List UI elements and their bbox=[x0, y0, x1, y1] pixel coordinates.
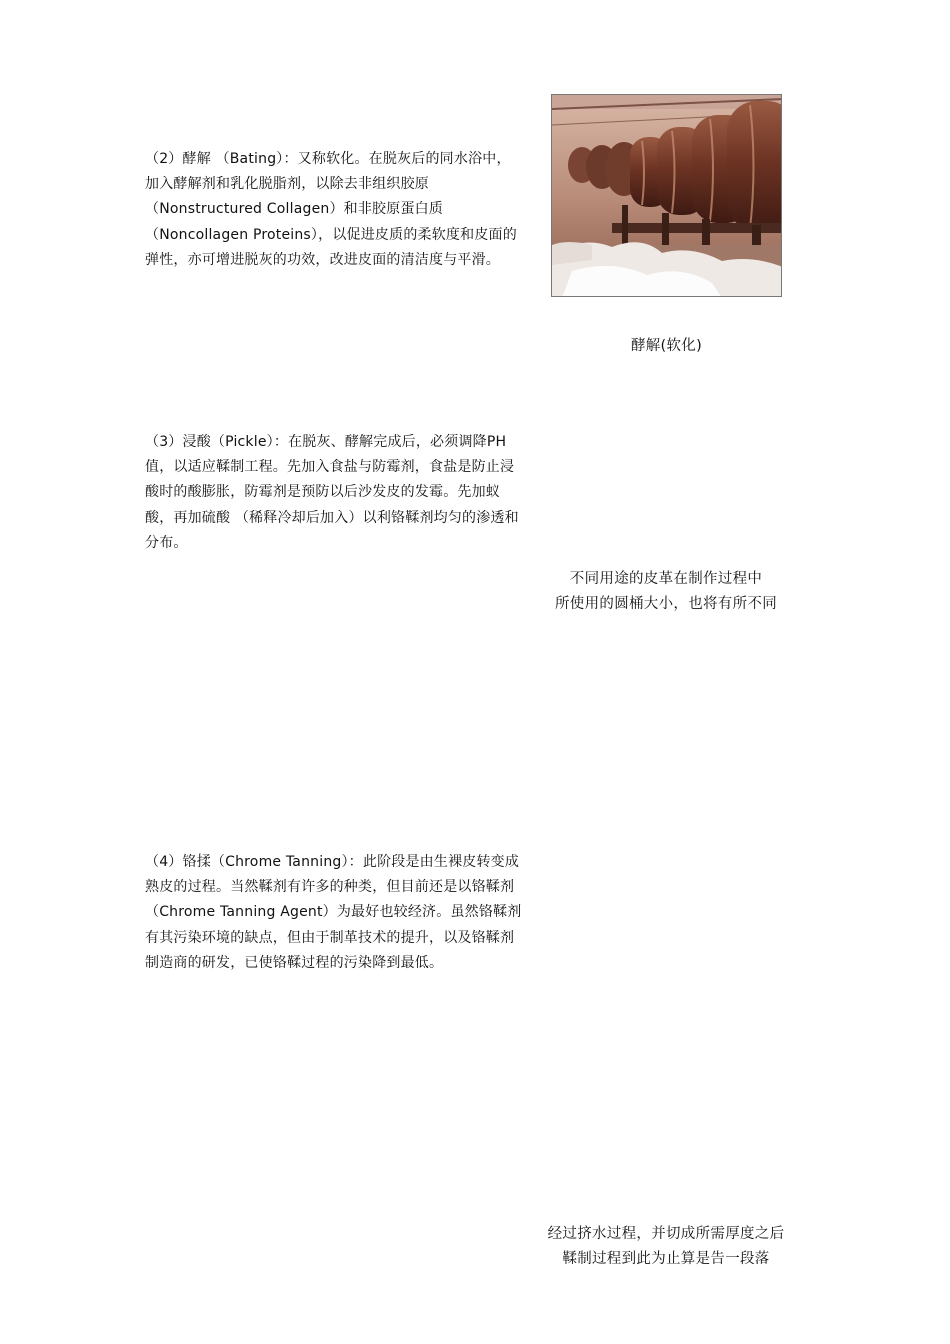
section-pickle: （3）浸酸（Pickle）：在脱灰、酵解完成后，必须调降PH值，以适应鞣制工程。先加入食盐与防霉剂，食盐是防止浸酸时的酸膨胀，防霉剂是预防以后沙发皮的发霉。先加蚁酸，再加硫酸 （稀释冷却后加入）以利铬鞣剂均匀的渗透和分布。 bbox=[145, 434, 519, 551]
end-caption-line1: 经过挤水过程，并切成所需厚度之后 bbox=[547, 1226, 785, 1242]
tannery-drums-photo bbox=[551, 94, 782, 297]
photo-caption: 酵解(软化) bbox=[630, 338, 703, 354]
end-caption-line2: 鞣制过程到此为止算是告一段落 bbox=[562, 1251, 770, 1267]
drum-caption-line2: 所使用的圆桶大小，也将有所不同 bbox=[555, 596, 777, 612]
section-chrome-tanning: （4）铬揉（Chrome Tanning）：此阶段是由生裸皮转变成熟皮的过程。当然鞣剂有许多的种类，但目前还是以铬鞣剂 （Chrome Tanning Agent）为最好也较经济。虽然铬鞣剂有其污染环境的缺点，但由于制革技术的提升，以及铬鞣剂制造商的研发，已使铬鞣过程的污染降到最低。 bbox=[145, 854, 522, 971]
tannery-drums-illustration bbox=[552, 95, 782, 297]
drum-caption-line1: 不同用途的皮革在制作过程中 bbox=[569, 571, 763, 587]
section-bating: （2）酵解 （Bating）：又称软化。在脱灰后的同水浴中，加入酵解剂和乳化脱脂剂，以除去非组织胶原（Nonstructured Collagen）和非胶原蛋白质（Noncollagen Proteins），以促进皮质的柔软度和皮面的弹性，亦可增进脱灰的功效，改进皮面的清洁度与平滑。 bbox=[145, 151, 517, 268]
